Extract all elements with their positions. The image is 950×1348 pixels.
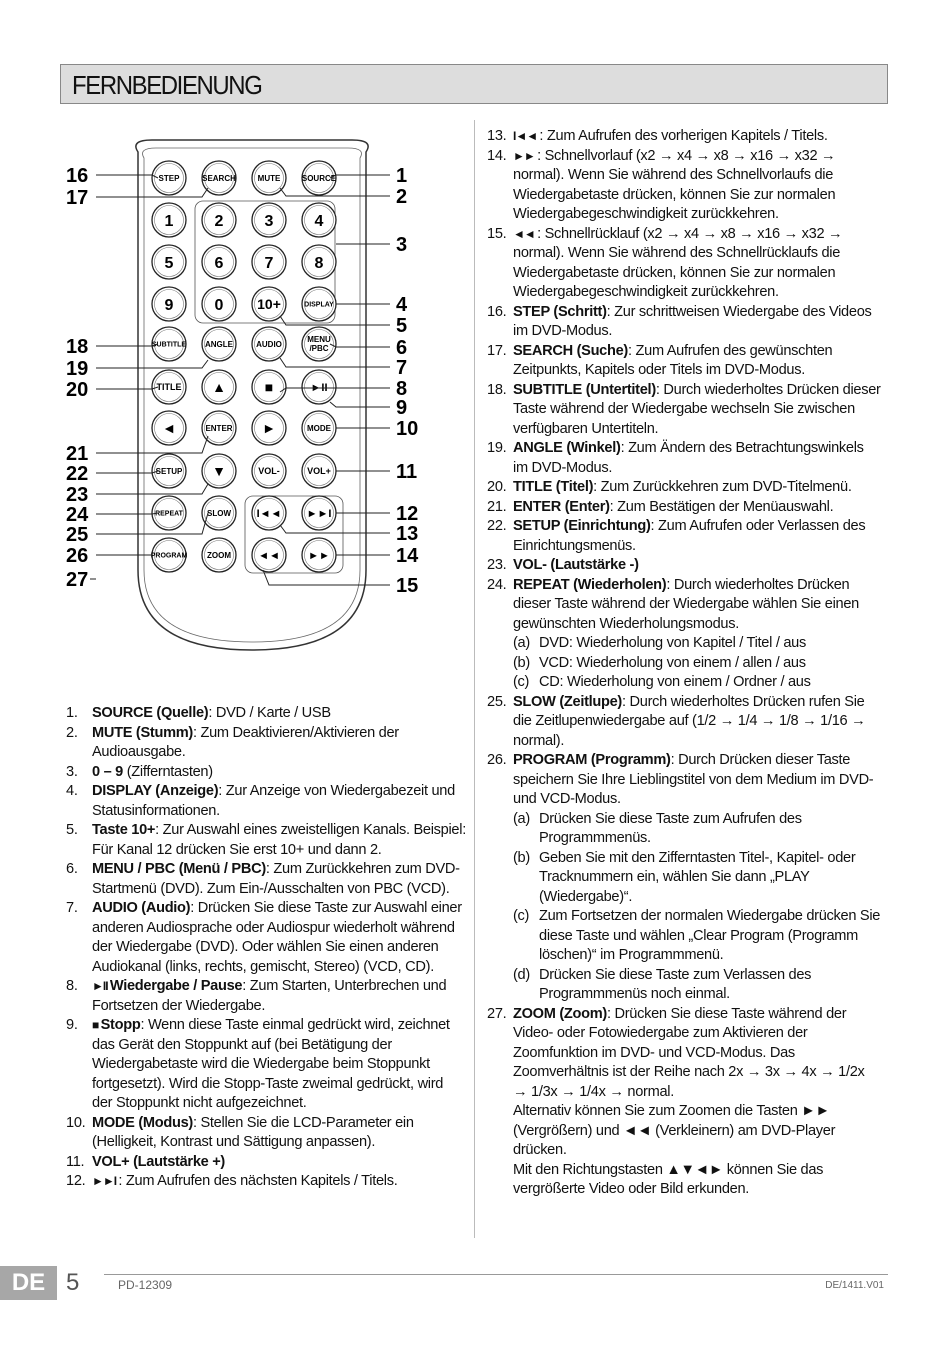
callout-number: 22: [66, 463, 89, 485]
remote-button-label: 1: [164, 212, 174, 230]
item-number: 14.: [487, 147, 507, 164]
item-term: Stopp: [100, 1017, 141, 1033]
item-description: : Durch Drücken dieser Taste speichern Sie Ihre Lieblingstitel von dem Medium im DVD- und VCD-Modus.: [513, 752, 874, 807]
item-number: 15.: [487, 225, 507, 242]
callout-number: 13: [396, 523, 419, 545]
item-number: 1.: [66, 705, 78, 721]
remote-control-diagram: [60, 130, 440, 680]
item-description: : Zur schrittweisen Wiedergabe des Videos im DVD-Modus.: [513, 303, 872, 339]
item-number: 18.: [487, 381, 507, 398]
callout-number: 27: [66, 569, 89, 591]
list-item: [66, 1172, 466, 1192]
callout-number: 18: [66, 336, 89, 358]
list-item: [487, 1005, 882, 1200]
callout-number: 19: [66, 358, 89, 380]
list-item: [487, 556, 882, 576]
button-glyph-icon: ►II: [92, 979, 110, 993]
sub-list-item: (d) Drücken Sie diese Taste zum Verlassen des Programmmenüs noch einmal.: [513, 966, 812, 1002]
callout-number: 17: [66, 187, 89, 209]
remote-button-ii[interactable]: [302, 370, 336, 404]
callout-number: 9: [396, 397, 408, 419]
item-description: (Zifferntasten): [122, 763, 213, 780]
callout-number: 12: [396, 503, 419, 525]
item-number: 10.: [66, 1114, 86, 1131]
remote-button-label: DISPLAY: [304, 301, 334, 309]
list-item: [487, 498, 882, 518]
remote-button-label: ZOOM: [207, 550, 231, 560]
button-glyph-icon: ◄◄: [513, 226, 538, 241]
item-number: 2.: [66, 724, 78, 741]
item-number: 5.: [66, 822, 78, 838]
item-term: REPEAT (Wiederholen): [513, 576, 667, 593]
remote-button-label: MUTE: [257, 173, 281, 183]
item-term: AUDIO (Audio): [92, 900, 191, 916]
item-description: : Stellen Sie die LCD-Parameter ein (Helligkeit, Kontrast und Sättigung anpassen).: [92, 1114, 414, 1150]
callout-number: 25: [66, 524, 89, 546]
list-item: [487, 751, 882, 1005]
left-item-list: [66, 704, 466, 1192]
item-term: ENTER (Enter): [513, 498, 610, 515]
callout-number: 15: [396, 575, 419, 597]
item-term: Wiedergabe / Pause: [109, 978, 243, 994]
item-term: VOL+ (Lautstärke +): [92, 1153, 225, 1170]
item-description: : Zum Aufrufen des nächsten Kapitels / Titels.: [118, 1173, 398, 1189]
item-term: ANGLE (Winkel): [513, 440, 621, 456]
button-glyph-icon: I◄◄: [513, 129, 540, 143]
item-number: 11.: [66, 1153, 85, 1170]
list-item: [487, 478, 882, 498]
language-badge: DE: [0, 1266, 57, 1300]
remote-button-label: ▼: [212, 463, 226, 480]
item-number: 4.: [66, 783, 78, 799]
remote-button-label: 3: [264, 212, 274, 230]
remote-button-label: 5: [164, 254, 174, 272]
list-item: [487, 225, 882, 303]
item-description: : Zum Aufrufen des vorherigen Kapitels / Titels.: [539, 128, 828, 144]
callout-number: 24: [66, 504, 89, 526]
remote-button-4[interactable]: [302, 203, 336, 237]
remote-button-label: ◄◄: [258, 549, 280, 562]
remote-button-vol+[interactable]: [302, 454, 336, 488]
remote-button-label: 10+: [257, 296, 281, 313]
button-glyph-icon: ►►: [513, 148, 538, 163]
page-footer: [0, 1266, 950, 1300]
remote-button-label: ◄: [162, 420, 176, 437]
remote-button-label: 4: [314, 212, 324, 230]
remote-button-label: ►►: [308, 549, 330, 562]
item-description: : Drücken Sie diese Taste zur Auswahl einer anderen Audiosprache oder Audiospur wiederholt während der Wiedergabe (DVD). Oder wählen Sie einen anderen Audiokanal (links, rechts, gemischt, Stereo) (VCD, CD).: [92, 900, 462, 975]
remote-button-label: ■: [264, 379, 274, 396]
remote-button-angle[interactable]: [202, 327, 236, 361]
item-description: : Zum Zurückkehren zum DVD-Titelmenü.: [593, 479, 852, 495]
remote-button-glyph23[interactable]: [252, 370, 286, 404]
item-description: : Zur Anzeige von Wiedergabezeit und Statusinformationen.: [92, 783, 455, 819]
list-item: [66, 977, 466, 1016]
item-description: : DVD / Karte / USB: [208, 705, 331, 721]
list-item: [487, 147, 882, 225]
callout-number: 1: [396, 165, 408, 187]
item-note: Mit den Richtungstasten ▲▼◄► können Sie das vergrößerte Video oder Bild erkunden.: [513, 1161, 824, 1197]
item-term: SEARCH (Suche): [513, 342, 628, 359]
remote-button-label: ►►I: [306, 507, 332, 520]
list-item: [487, 439, 882, 478]
remote-button-10+[interactable]: [252, 287, 286, 321]
item-term: MENU / PBC (Menü / PBC): [92, 861, 266, 877]
remote-button-label: /PBC: [309, 344, 329, 353]
item-number: 7.: [66, 900, 78, 916]
list-item: [66, 821, 466, 860]
list-item: [487, 127, 882, 147]
remote-button-glyph29[interactable]: [202, 454, 236, 488]
list-item: [66, 763, 466, 783]
callout-number: 16: [66, 165, 89, 187]
remote-button-2[interactable]: [202, 203, 236, 237]
item-term: Taste 10+: [92, 822, 156, 838]
item-term: ZOOM (Zoom): [513, 1005, 607, 1022]
item-number: 3.: [66, 763, 78, 780]
list-item: [487, 576, 882, 693]
sub-list: [513, 810, 882, 1005]
item-term: DISPLAY (Anzeige): [92, 783, 219, 799]
remote-button-1[interactable]: [152, 203, 186, 237]
remote-button-6[interactable]: [202, 245, 236, 279]
sub-list: [513, 634, 882, 693]
remote-button-label: SOURCE: [301, 173, 337, 183]
item-number: 27.: [487, 1005, 507, 1022]
page-number: 5: [66, 1269, 80, 1296]
list-item: [66, 899, 466, 977]
remote-button-label: PROGRAM: [150, 552, 188, 560]
sub-list-item: (c) CD: Wiederholung von einem / Ordner / aus: [513, 674, 811, 690]
button-glyph-icon: ■: [92, 1018, 101, 1032]
remote-button-label: SETUP: [155, 466, 183, 476]
callout-number: 26: [66, 545, 89, 567]
model-number: PD-12309: [118, 1278, 173, 1292]
remote-button-i[interactable]: [252, 496, 286, 530]
column-divider: [474, 120, 475, 1238]
item-description: : Zum Starten, Unterbrechen und Fortsetzen der Wiedergabe.: [92, 978, 447, 1014]
remote-button-label: SEARCH: [202, 173, 236, 183]
callout-number: 4: [396, 294, 408, 316]
callout-number: 7: [396, 357, 408, 379]
list-item: [66, 724, 466, 763]
list-item: [66, 1016, 466, 1114]
remote-button-9[interactable]: [152, 287, 186, 321]
item-number: 21.: [487, 498, 507, 515]
callout-number: 14: [396, 545, 419, 567]
sub-list-item: (a) DVD: Wiederholung von Kapitel / Titel / aus: [513, 635, 806, 651]
sub-list-item: (c) Zum Fortsetzen der normalen Wiedergabe drücken Sie diese Taste und wählen „Clear Program (Programm löschen)“ im Programmmenü.: [513, 908, 881, 963]
item-description: : Durch wiederholtes Drücken dieser Taste während der Wiedergabe wechseln Sie zwischen verfügbaren Untertiteln.: [513, 381, 881, 437]
remote-button-label: SLOW: [207, 508, 231, 518]
doc-version: DE/1411.V01: [825, 1280, 884, 1291]
callout-number: 8: [396, 378, 408, 400]
item-term: STEP (Schritt): [513, 303, 607, 320]
remote-button-8[interactable]: [302, 245, 336, 279]
item-term: SETUP (Einrichtung): [513, 518, 651, 534]
item-number: 9.: [66, 1017, 78, 1033]
item-description: : Schnellvorlauf (x2 → x4 → x8 → x16 → x32 → normal). Wenn Sie während des Schnellvorlaufs die Wiedergabetaste drücken, können Sie zur normalen Wiedergabegeschwindigkeit zurückkehren.: [513, 147, 836, 222]
item-number: 19.: [487, 440, 507, 456]
remote-button-3[interactable]: [252, 203, 286, 237]
callout-number: 20: [66, 379, 89, 401]
remote-button-mode[interactable]: [302, 411, 336, 445]
item-term: SOURCE (Quelle): [92, 705, 209, 721]
item-description: : Zum Aufrufen des gewünschten Zeitpunkts, Kapitels oder Titels im DVD-Modus.: [513, 342, 833, 378]
remote-button-5[interactable]: [152, 245, 186, 279]
remote-button-glyph27[interactable]: [252, 411, 286, 445]
item-term: 0 – 9: [92, 763, 123, 780]
remote-button-display[interactable]: [302, 287, 336, 321]
list-item: [487, 381, 882, 440]
item-number: 13.: [487, 128, 507, 144]
item-number: 12.: [66, 1173, 86, 1189]
item-note: Alternativ können Sie zum Zoomen die Tasten ►► (Vergrößern) und ◄◄ (Verkleinern) am DVD-Player drücken.: [513, 1103, 836, 1158]
remote-button-label: ENTER: [205, 423, 233, 433]
button-glyph-icon: ►►I: [92, 1174, 119, 1188]
remote-button-label: 0: [214, 296, 224, 314]
item-term: VOL- (Lautstärke -): [513, 557, 639, 573]
remote-button-label: AUDIO: [256, 339, 282, 349]
footer-divider: [104, 1274, 888, 1275]
list-item: [487, 342, 882, 381]
remote-button-label: SUBTITLE: [151, 341, 187, 349]
item-description: : Zum Bestätigen der Menüauswahl.: [609, 498, 834, 515]
remote-button-audio[interactable]: [252, 327, 286, 361]
remote-button-zoom[interactable]: [202, 538, 236, 572]
item-description: : Zum Aufrufen oder Verlassen des Einrichtungsmenüs.: [513, 518, 866, 554]
remote-button-label: 6: [214, 254, 224, 272]
item-number: 8.: [66, 978, 78, 994]
remote-button-label: VOL-: [258, 466, 280, 477]
callout-number: 2: [396, 186, 408, 208]
remote-button-label: REPEAT: [155, 510, 183, 518]
item-term: SUBTITLE (Untertitel): [513, 381, 656, 398]
remote-button-label: 9: [164, 296, 174, 314]
remote-button-program[interactable]: [151, 538, 188, 572]
item-number: 17.: [487, 342, 507, 359]
remote-button-label: TITLE: [156, 382, 182, 393]
callout-number: 10: [396, 418, 419, 440]
sub-list-item: (a) Drücken Sie diese Taste zum Aufrufen des Programmmenüs.: [513, 810, 802, 846]
item-description: : Zum Zurückkehren zum DVD-Startmenü (DVD). Zum Ein-/Ausschalten von PBC (VCD).: [92, 861, 460, 897]
list-item: [487, 303, 882, 342]
item-number: 6.: [66, 861, 78, 877]
item-description: : Schnellrücklauf (x2 → x4 → x8 → x16 → x32 → normal). Wenn Sie während des Schnellrücklaufs die Wiedergabetaste drücken, können Sie zur normalen Wiedergabegeschwindigkeit zurückkehren.: [513, 225, 843, 300]
item-description: : Durch wiederholtes Drücken rufen Sie die Zeitlupenwiedergabe auf (1/2 → 1/4 → 1/8 → 1/16 → normal).: [513, 693, 866, 749]
list-item: [66, 1153, 466, 1173]
item-description: : Durch wiederholtes Drücken dieser Taste während der Wiedergabe wählen Sie einen gewünschten Wiederholungsmodus.: [513, 576, 859, 632]
callout-number: 23: [66, 484, 89, 506]
list-item: [487, 693, 882, 752]
list-item: [66, 782, 466, 821]
item-number: 22.: [487, 518, 507, 534]
remote-button-label: ANGLE: [205, 339, 233, 349]
remote-button-label: 7: [264, 254, 274, 272]
item-description: : Drücken Sie diese Taste während der Video- oder Fotowiedergabe zum Aktivieren der Zoomfunktion im DVD- und VCD-Modus. Das Zoomverhältnis ist der Reihe nach 2x → 3x → 4x → 1/2x → 1/3x → 1/4x → normal.: [513, 1005, 865, 1100]
remote-button-glyph39[interactable]: [252, 538, 286, 572]
item-number: 26.: [487, 752, 507, 768]
remote-button-0[interactable]: [202, 287, 236, 321]
remote-button-glyph40[interactable]: [302, 538, 336, 572]
right-item-list: [487, 127, 882, 1200]
page-title: FERNBEDIENUNG: [72, 70, 262, 100]
list-item: [66, 704, 466, 724]
item-term: SLOW (Zeitlupe): [513, 693, 622, 710]
item-description: : Wenn diese Taste einmal gedrückt wird, zeichnet das Gerät den Stoppunkt auf (bei Betätigung der Wiedergabetaste wird die Wiedergabe beim Stoppunkt fortgesetzt). Wird die Stopp-Taste zweimal gedrückt, wird der Stoppunkt nicht aufgezeichnet.: [92, 1017, 450, 1111]
remote-button-label: 2: [214, 212, 224, 230]
remote-button-label: 8: [314, 254, 324, 272]
sub-list-item: (b) VCD: Wiederholung von einem / allen / aus: [513, 654, 806, 671]
remote-button-label: ▲: [212, 379, 226, 396]
remote-button-glyph22[interactable]: [202, 370, 236, 404]
item-number: 25.: [487, 693, 507, 710]
list-item: [66, 860, 466, 899]
callout-number: 5: [396, 315, 408, 337]
item-number: 16.: [487, 303, 507, 320]
remote-button-label: VOL+: [307, 466, 331, 477]
item-number: 23.: [487, 557, 507, 573]
remote-button-7[interactable]: [252, 245, 286, 279]
remote-button-glyph25[interactable]: [152, 411, 186, 445]
remote-button-label: I◄◄: [256, 507, 282, 520]
callout-number: 6: [396, 337, 408, 359]
remote-button-i[interactable]: [302, 496, 336, 530]
remote-button-vol[interactable]: [252, 454, 286, 488]
remote-button-label: MODE: [307, 423, 331, 433]
remote-button-label: STEP: [158, 173, 180, 183]
item-term: MODE (Modus): [92, 1114, 193, 1131]
remote-button-label: ►II: [310, 381, 328, 394]
page-header: [60, 64, 888, 104]
item-description: : Zum Deaktivieren/Aktivieren der Audioausgabe.: [92, 724, 399, 760]
item-term: PROGRAM (Programm): [513, 752, 671, 768]
item-description: : Zum Ändern des Betrachtungswinkels im DVD-Modus.: [513, 440, 864, 476]
item-number: 20.: [487, 479, 507, 495]
item-term: TITLE (Titel): [513, 479, 594, 495]
callout-number: 3: [396, 234, 408, 256]
sub-list-item: (b) Geben Sie mit den Zifferntasten Titel-, Kapitel- oder Tracknummern ein, wählen Sie dann „PLAY (Wiedergabe)“.: [513, 849, 856, 905]
remote-button-slow[interactable]: [202, 496, 236, 530]
list-item: [487, 517, 882, 556]
remote-button-label: ►: [262, 420, 276, 437]
callout-number: 11: [396, 461, 418, 483]
item-term: MUTE (Stumm): [92, 724, 193, 741]
item-number: 24.: [487, 576, 507, 593]
remote-button-label: MENU: [307, 335, 331, 344]
callout-number: 21: [66, 443, 89, 465]
list-item: [66, 1114, 466, 1153]
remote-button-source[interactable]: [302, 161, 337, 195]
item-description: : Zur Auswahl eines zweistelligen Kanals. Beispiel: Für Kanal 12 drücken Sie erst 10+ und dann 2.: [92, 822, 466, 858]
